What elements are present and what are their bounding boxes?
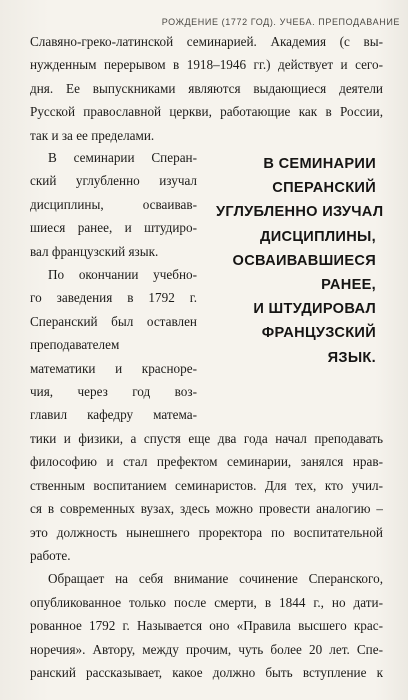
text-line: преподавателем [30, 337, 120, 353]
pull-quote-line: СПЕРАНСКИЙ [272, 180, 376, 197]
text-line: ранский рассказывает, какое должно быть вступление к [30, 664, 383, 680]
pull-quote-line: РАНЕЕ, [321, 277, 376, 294]
text-line: Обращает на себя внимание сочинение Сперанского, [48, 571, 383, 587]
pull-quote-line: ДИСЦИПЛИНЫ, [260, 228, 376, 245]
text-line: философию и стал префектом семинарии, занялся нрав- [30, 454, 383, 470]
left-column-text [30, 146, 197, 427]
text-line: Русской православной церкви, работающие как в России, [30, 104, 383, 120]
text-line: нужденным перерывом в 1918–1946 гг.) действует и сего- [30, 57, 383, 73]
text-line: дня. Ее выпускниками являются выдающиеся деятели [30, 80, 383, 96]
text-line: тики и физики, а спустя еще два года начал преподавать [30, 431, 383, 446]
text-line: Сперанский был оставлен [30, 313, 197, 329]
text-line: работе. [30, 547, 71, 563]
pull-quote [216, 152, 384, 370]
text-line: В семинарии Сперан- [48, 150, 197, 165]
bottom-paragraphs [30, 427, 383, 684]
pull-quote-line: ОСВАИВАВШИЕСЯ [232, 252, 376, 269]
text-line: это должность нынешнего проректора по воспитательной [30, 524, 383, 540]
text-line: главил кафедру матема- [30, 407, 197, 423]
top-paragraph [30, 30, 383, 147]
text-line: ственным воспитанием семинаристов. Для тех, кто учил- [30, 477, 383, 493]
text-line: Славяно-греко-латинской семинарией. Академия (с вы- [30, 34, 383, 49]
text-line: дисциплины, осваивав- [30, 196, 197, 212]
pull-quote-line: В СЕМИНАРИИ [263, 156, 376, 172]
text-line: го заведения в 1792 г. [30, 290, 197, 306]
text-line: так и за ее пределами. [30, 127, 155, 143]
text-line: чия, через год воз- [30, 383, 197, 399]
text-line: опубликованное только после смерти, в 1844 г., но дати- [30, 594, 383, 610]
text-line: По окончании учебно- [48, 266, 197, 282]
text-line: математики и красноре- [30, 360, 197, 376]
text-line: рованное 1792 г. Называется оно «Правила высшего крас- [30, 618, 383, 634]
text-line: норечия». Автору, между прочим, чуть более 20 лет. Спе- [30, 641, 383, 657]
pull-quote-line: ЯЗЫК. [327, 349, 376, 366]
pull-quote-line: УГЛУБЛЕННО ИЗУЧАЛ [216, 204, 384, 221]
text-line: ский углубленно изучал [30, 173, 197, 189]
pull-quote-line: ФРАНЦУЗСКИЙ [261, 325, 376, 342]
text-line: ся в современных вузах, здесь можно провести аналогию – [30, 501, 383, 517]
pull-quote-line: И ШТУДИРОВАЛ [253, 301, 376, 318]
running-head: РОЖДЕНИЕ (1772 ГОД). УЧЕБА. ПРЕПОДАВАНИЕ [161, 17, 400, 27]
text-line: шиеся ранее, и штудиро- [30, 220, 197, 236]
text-line: вал французский язык. [30, 243, 159, 259]
